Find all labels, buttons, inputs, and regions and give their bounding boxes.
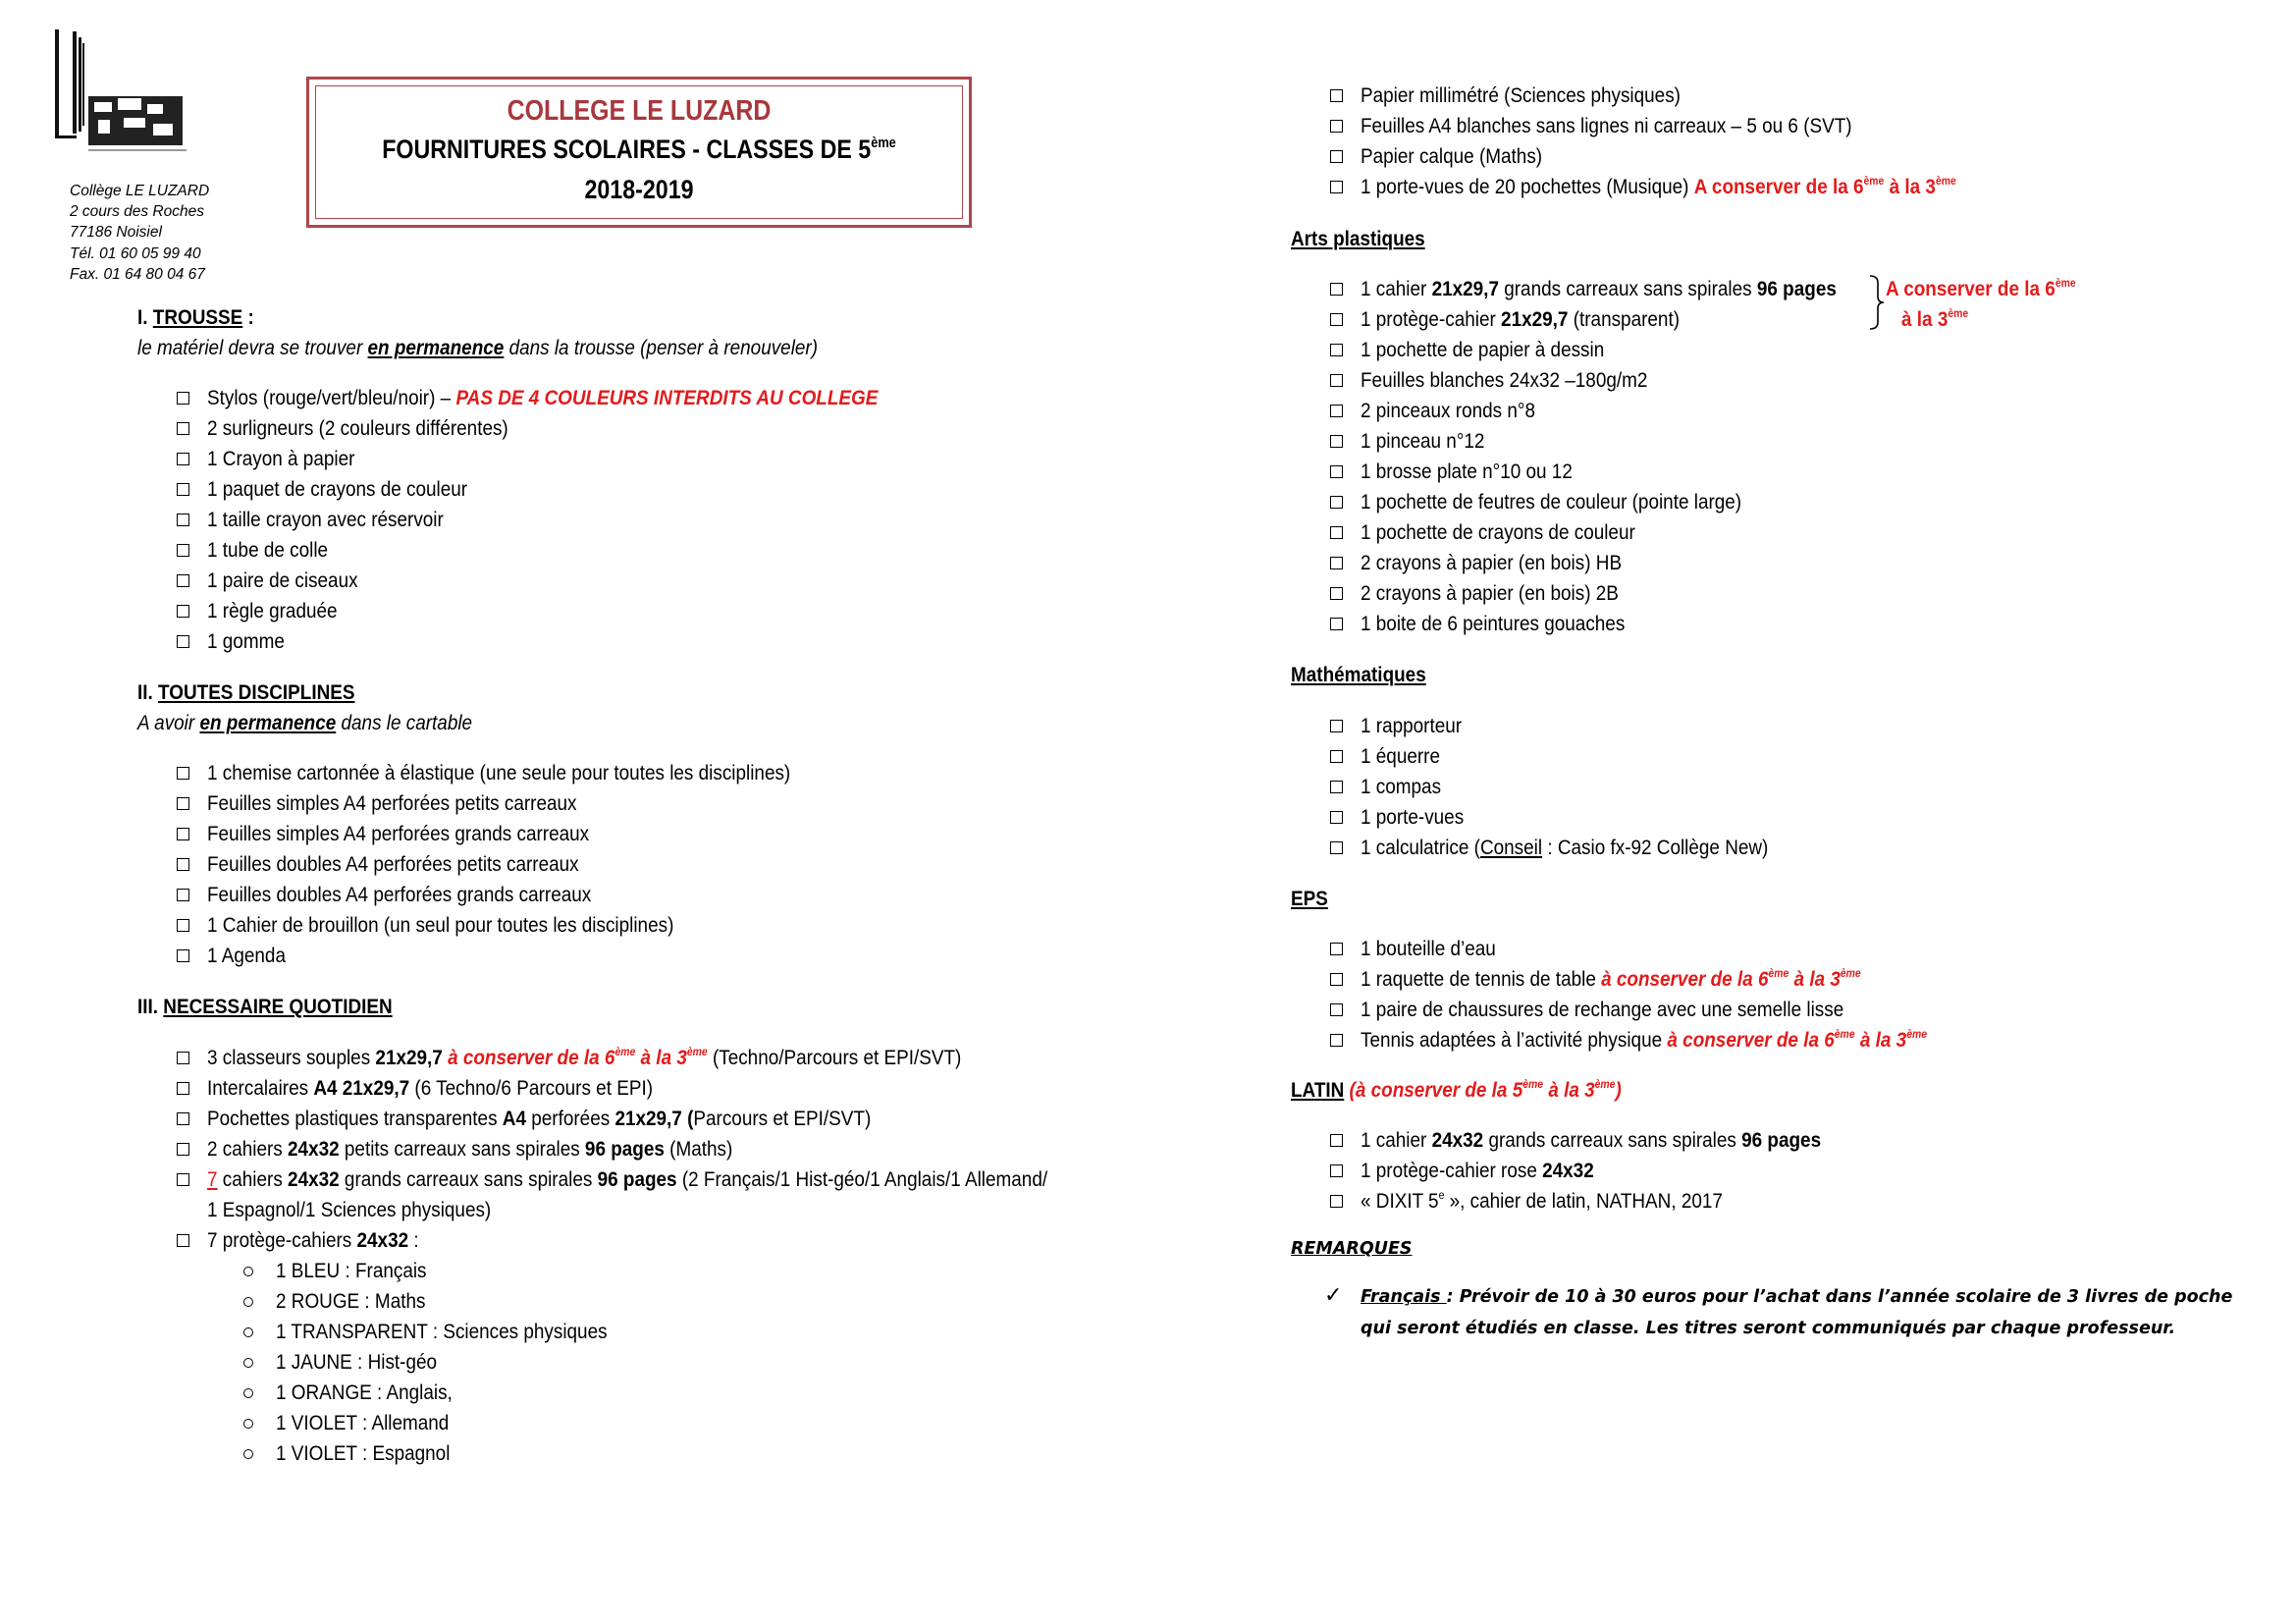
list-item: 1 paire de ciseaux xyxy=(207,568,358,592)
heading-title: Arts plastiques xyxy=(1291,227,1425,250)
list-item: 2 crayons à papier (en bois) HB xyxy=(1361,551,1623,574)
school-address xyxy=(70,181,209,285)
school-name: COLLEGE LE LUZARD xyxy=(507,95,772,127)
checkbox[interactable] xyxy=(1330,1003,1343,1016)
list-item: 1 taille crayon avec réservoir xyxy=(207,508,444,531)
item-pages: 96 pages xyxy=(584,1137,665,1161)
section-heading-arts xyxy=(1291,226,1425,251)
item-warning: PAS DE 4 COULEURS INTERDITS AU COLLEGE xyxy=(455,386,879,409)
note-sup: ème xyxy=(2055,276,2076,291)
checkbox[interactable] xyxy=(177,1173,189,1186)
item-text: : Casio fx-92 Collège New) xyxy=(1542,836,1769,859)
item-text: grands carreaux sans spirales xyxy=(1498,277,1757,300)
bullet-circle xyxy=(243,1358,253,1368)
item-format: 24x32 xyxy=(1431,1128,1484,1152)
list-item xyxy=(207,1106,871,1131)
item-text: (6 Techno/6 Parcours et EPI) xyxy=(409,1076,654,1100)
item-format: 21x29,7 ( xyxy=(614,1107,694,1130)
note-text: A conserver de la 6 xyxy=(1886,277,2056,300)
remark-subject: Français xyxy=(1361,1287,1447,1307)
item-format: 24x32 xyxy=(1542,1159,1594,1182)
address-line: 2 cours des Roches xyxy=(70,203,204,221)
checkbox[interactable] xyxy=(177,453,189,465)
list-item: 1 pochette de papier à dessin xyxy=(1361,338,1605,361)
list-item xyxy=(1361,1188,1723,1214)
checkbox[interactable] xyxy=(177,514,189,526)
list-item: 1 boite de 6 peintures gouaches xyxy=(1361,612,1626,635)
item-text: grands carreaux sans spirales xyxy=(1483,1128,1742,1152)
address-line: Fax. 01 64 80 04 67 xyxy=(70,265,205,283)
heading-title: TROUSSE xyxy=(152,305,243,329)
item-format: 21x29,7 xyxy=(375,1046,443,1069)
bullet-circle xyxy=(243,1297,253,1307)
checkbox[interactable] xyxy=(177,1052,189,1064)
college-logo xyxy=(55,29,192,162)
intro-emphasis: en permanence xyxy=(199,711,337,734)
list-item: 1 brosse plate n°10 ou 12 xyxy=(1361,460,1573,483)
item-pages: 96 pages xyxy=(1741,1128,1822,1152)
checkbox[interactable] xyxy=(177,919,189,932)
note-text: à conserver de la 6 xyxy=(1667,1028,1835,1052)
item-format: A4 xyxy=(502,1107,526,1130)
checkbox[interactable] xyxy=(177,1112,189,1125)
section-heading-eps xyxy=(1291,886,1328,911)
list-item xyxy=(1361,174,1956,199)
document-title xyxy=(355,135,923,165)
trousse-intro xyxy=(137,335,818,360)
list-item: Feuilles doubles A4 perforées grands carreaux xyxy=(207,883,592,906)
list-item xyxy=(1361,306,1680,332)
list-item: 1 Crayon à papier xyxy=(207,447,355,470)
item-format: 24x32 xyxy=(288,1137,340,1161)
bullet-circle xyxy=(243,1419,253,1429)
list-item: 1 pinceau n°12 xyxy=(1361,429,1485,453)
note-sup: ème xyxy=(1840,966,1861,981)
checkbox[interactable] xyxy=(177,392,189,405)
sub-list-item: 2 ROUGE : Maths xyxy=(276,1289,426,1313)
list-item xyxy=(1361,276,1837,301)
checkbox[interactable] xyxy=(1330,283,1343,296)
item-text: 3 classeurs souples xyxy=(207,1046,376,1069)
item-text: 1 protège-cahier xyxy=(1361,307,1502,331)
list-item: Feuilles simples A4 perforées grands carreaux xyxy=(207,822,590,845)
note-sup: ème xyxy=(614,1045,636,1059)
list-item: Feuilles blanches 24x32 –180g/m2 xyxy=(1361,368,1648,392)
item-text: Stylos (rouge/vert/bleu/noir) – xyxy=(207,386,456,409)
list-item: 1 pochette de crayons de couleur xyxy=(1361,520,1635,544)
checkbox[interactable] xyxy=(1330,1134,1343,1147)
note-text: A conserver de la 6 xyxy=(1693,175,1864,198)
item-text: petits carreaux sans spirales xyxy=(339,1137,585,1161)
checkbox[interactable] xyxy=(1330,750,1343,763)
heading-title: Mathématiques xyxy=(1291,663,1426,686)
heading-title: EPS xyxy=(1291,887,1328,910)
note-text: à la 3 xyxy=(1884,175,1936,198)
list-item xyxy=(207,385,878,410)
checkbox[interactable] xyxy=(177,858,189,871)
title-text: FOURNITURES SCOLAIRES - CLASSES DE 5 xyxy=(382,135,872,164)
checkmark-icon: ✓ xyxy=(1324,1282,1343,1307)
list-item: 1 paquet de crayons de couleur xyxy=(207,477,468,501)
section-heading-maths xyxy=(1291,662,1426,687)
item-text: Intercalaires xyxy=(207,1076,314,1100)
list-item xyxy=(1361,1158,1594,1183)
latin-note xyxy=(1344,1078,1621,1102)
note-text: à la 3 xyxy=(1789,967,1841,991)
list-item: Papier millimétré (Sciences physiques) xyxy=(1361,83,1681,107)
checkbox[interactable] xyxy=(1330,1164,1343,1177)
checkbox[interactable] xyxy=(177,483,189,496)
checkbox[interactable] xyxy=(177,767,189,780)
checkbox[interactable] xyxy=(1330,781,1343,793)
note-text: à la 3 xyxy=(1901,307,1949,331)
intro-text: dans le cartable xyxy=(336,711,473,734)
heading-number: I. xyxy=(137,305,153,329)
item-advice: Conseil xyxy=(1479,836,1543,859)
checkbox[interactable] xyxy=(1330,313,1343,326)
list-item: 1 Cahier de brouillon (un seul pour toutes les disciplines) xyxy=(207,913,674,937)
item-format: 24x32 xyxy=(356,1228,409,1252)
list-item: 2 pinceaux ronds n°8 xyxy=(1361,399,1535,422)
note-sup: ème xyxy=(1768,966,1789,981)
checkbox[interactable] xyxy=(177,797,189,810)
list-item: 2 crayons à papier (en bois) 2B xyxy=(1361,581,1619,605)
conserve-note xyxy=(1667,1028,1927,1052)
item-pages: 96 pages xyxy=(1756,277,1837,300)
item-format: 24x32 xyxy=(288,1167,340,1191)
item-text: cahiers xyxy=(217,1167,289,1191)
sub-list-item: 1 VIOLET : Allemand xyxy=(276,1411,450,1434)
item-text: 1 porte-vues de 20 pochettes (Musique) xyxy=(1361,175,1694,198)
item-text: « DIXIT 5 xyxy=(1361,1189,1439,1213)
brace-note-line2 xyxy=(1901,306,1968,332)
item-text: (2 Français/1 Hist-géo/1 Anglais/1 Allemand/ xyxy=(676,1167,1048,1191)
checkbox[interactable] xyxy=(1330,526,1343,539)
bullet-circle xyxy=(243,1388,253,1398)
remark-text: : Prévoir de 10 à 30 euros pour l’achat dans l’année scolaire de 3 livres de poche xyxy=(1446,1287,2233,1307)
conserve-note xyxy=(1694,175,1956,198)
note-sup: ème xyxy=(1834,1027,1855,1042)
item-text: Pochettes plastiques transparentes xyxy=(207,1107,503,1130)
brace-icon xyxy=(1868,275,1886,330)
checkbox[interactable] xyxy=(1330,150,1343,163)
list-item: 1 Agenda xyxy=(207,944,286,967)
note-sup: ème xyxy=(1863,174,1885,189)
list-item xyxy=(207,1075,653,1101)
address-line: Collège LE LUZARD xyxy=(70,183,210,199)
checkbox[interactable] xyxy=(1330,120,1343,133)
item-text: : xyxy=(408,1228,419,1252)
checkbox[interactable] xyxy=(177,574,189,587)
checkbox[interactable] xyxy=(177,605,189,618)
note-sup: ème xyxy=(1906,1027,1928,1042)
sub-list-item: 1 VIOLET : Espagnol xyxy=(276,1441,451,1465)
checkbox[interactable] xyxy=(1330,374,1343,387)
note-text: à la 3 xyxy=(1543,1078,1595,1102)
list-item: 1 rapporteur xyxy=(1361,714,1463,737)
list-item: 1 chemise cartonnée à élastique (une seule pour toutes les disciplines) xyxy=(207,761,791,784)
conserve-note xyxy=(443,1046,708,1069)
bullet-circle xyxy=(243,1267,253,1276)
checkbox[interactable] xyxy=(177,1234,189,1247)
item-text: perforées xyxy=(525,1107,615,1130)
item-text: Parcours et EPI/SVT) xyxy=(693,1107,872,1130)
list-item: Feuilles doubles A4 perforées petits carreaux xyxy=(207,852,579,876)
sub-list-item: 1 ORANGE : Anglais, xyxy=(276,1380,453,1404)
checkbox[interactable] xyxy=(1330,405,1343,417)
item-text: 1 protège-cahier rose xyxy=(1361,1159,1543,1182)
checkbox[interactable] xyxy=(177,1143,189,1156)
item-format: 21x29,7 xyxy=(1501,307,1569,331)
checkbox[interactable] xyxy=(1330,89,1343,102)
heading-number: II. xyxy=(137,680,159,704)
intro-text: dans la trousse (penser à renouveler) xyxy=(504,336,819,359)
item-text: 1 raquette de tennis de table xyxy=(1361,967,1602,991)
checkbox[interactable] xyxy=(1330,618,1343,630)
intro-text: le matériel devra se trouver xyxy=(137,336,368,359)
note-text: à conserver de la 6 xyxy=(442,1046,615,1069)
checkbox[interactable] xyxy=(1330,973,1343,986)
note-sup: ème xyxy=(1935,174,1956,189)
checkbox[interactable] xyxy=(1330,720,1343,732)
conserve-note xyxy=(1601,967,1861,991)
remarks-heading: REMARQUES xyxy=(1291,1239,1413,1259)
list-item: 1 bouteille d’eau xyxy=(1361,937,1496,960)
section-heading-trousse xyxy=(137,304,254,330)
checkbox[interactable] xyxy=(1330,344,1343,356)
list-item: 1 porte-vues xyxy=(1361,805,1465,829)
item-format: 21x29,7 xyxy=(1431,277,1499,300)
item-pages: 96 pages xyxy=(597,1167,677,1191)
note-text: à la 3 xyxy=(1854,1028,1907,1052)
list-item xyxy=(207,1136,732,1162)
intro-emphasis: en permanence xyxy=(367,336,505,359)
remark-line: qui seront étudiés en classe. Les titres seront communiqués par chaque professeur. xyxy=(1361,1319,2176,1338)
item-sup: e xyxy=(1438,1188,1445,1203)
note-text: (à conserver de la 5 xyxy=(1344,1078,1523,1102)
list-item xyxy=(1361,835,1768,860)
heading-title: TOUTES DISCIPLINES xyxy=(158,680,355,704)
checkbox[interactable] xyxy=(177,544,189,557)
bullet-circle xyxy=(243,1449,253,1459)
list-item xyxy=(1361,1127,1821,1153)
item-text: 1 cahier xyxy=(1361,277,1432,300)
list-item: 1 tube de colle xyxy=(207,538,329,562)
list-item xyxy=(207,1227,419,1253)
note-text: à conserver de la 6 xyxy=(1601,967,1769,991)
address-line: 77186 Noisiel xyxy=(70,224,162,242)
list-item: 2 surligneurs (2 couleurs différentes) xyxy=(207,416,508,440)
title-sup: ème xyxy=(871,135,896,151)
checkbox[interactable] xyxy=(1330,841,1343,854)
list-item xyxy=(1361,966,1861,992)
item-format: A4 21x29,7 xyxy=(313,1076,410,1100)
brace-note-line1 xyxy=(1886,276,2076,301)
heading-title: NECESSAIRE QUOTIDIEN xyxy=(163,995,393,1018)
title-box xyxy=(306,77,972,228)
list-item xyxy=(207,1166,1047,1192)
item-text: 1 cahier xyxy=(1361,1128,1432,1152)
list-item: 1 paire de chaussures de rechange avec une semelle lisse xyxy=(1361,998,1844,1021)
school-year: 2018-2019 xyxy=(584,175,694,204)
checkbox[interactable] xyxy=(1330,496,1343,509)
item-text: grands carreaux sans spirales xyxy=(339,1167,598,1191)
item-text: (Maths) xyxy=(664,1137,733,1161)
list-item: 1 règle graduée xyxy=(207,599,338,622)
checkbox[interactable] xyxy=(1330,465,1343,478)
sub-list-item: 1 TRANSPARENT : Sciences physiques xyxy=(276,1320,608,1343)
checkbox[interactable] xyxy=(1330,811,1343,824)
note-sup: ème xyxy=(1522,1077,1544,1092)
item-text: 7 protège-cahiers xyxy=(207,1228,357,1252)
item-text: (transparent) xyxy=(1568,307,1681,331)
remark-line xyxy=(1361,1287,2232,1307)
checkbox[interactable] xyxy=(177,889,189,901)
note-sup: ème xyxy=(1594,1077,1616,1092)
list-item: Feuilles A4 blanches sans lignes ni carreaux – 5 ou 6 (SVT) xyxy=(1361,114,1852,137)
item-text: (Techno/Parcours et EPI/SVT) xyxy=(707,1046,962,1069)
intro-text: A avoir xyxy=(137,711,200,734)
checkbox[interactable] xyxy=(1330,1034,1343,1047)
checkbox[interactable] xyxy=(177,828,189,840)
list-item: 1 équerre xyxy=(1361,744,1441,768)
checkbox[interactable] xyxy=(1330,1195,1343,1208)
heading-colon: : xyxy=(242,305,254,329)
sub-list-item: 1 JAUNE : Hist-géo xyxy=(276,1350,438,1374)
disciplines-intro xyxy=(137,710,472,735)
checkbox[interactable] xyxy=(177,949,189,962)
list-item: 1 pochette de feutres de couleur (pointe large) xyxy=(1361,490,1742,514)
item-text: 2 cahiers xyxy=(207,1137,289,1161)
note-text: ) xyxy=(1615,1078,1622,1102)
checkbox[interactable] xyxy=(1330,557,1343,569)
section-heading-disciplines xyxy=(137,679,354,705)
heading-number: III. xyxy=(137,995,164,1018)
note-sup: ème xyxy=(1948,306,1969,321)
item-text: Tennis adaptées à l’activité physique xyxy=(1361,1028,1668,1052)
checkbox[interactable] xyxy=(177,422,189,435)
checkbox[interactable] xyxy=(1330,587,1343,600)
heading-title: LATIN xyxy=(1291,1078,1345,1102)
note-sup: ème xyxy=(686,1045,708,1059)
item-text: », cahier de latin, NATHAN, 2017 xyxy=(1444,1189,1723,1213)
checkbox[interactable] xyxy=(177,1082,189,1095)
address-line: Tél. 01 60 05 99 40 xyxy=(70,244,201,262)
section-heading-quotidien xyxy=(137,994,393,1019)
checkbox[interactable] xyxy=(177,635,189,648)
list-item: Papier calque (Maths) xyxy=(1361,144,1543,168)
sub-list-item: 1 BLEU : Français xyxy=(276,1259,427,1282)
bullet-circle xyxy=(243,1327,253,1337)
item-count: 7 xyxy=(207,1167,218,1191)
checkbox[interactable] xyxy=(1330,943,1343,955)
list-item: 1 gomme xyxy=(207,629,285,653)
list-item xyxy=(207,1045,961,1070)
section-heading-latin xyxy=(1291,1077,1622,1103)
list-item: Feuilles simples A4 perforées petits carreaux xyxy=(207,791,577,815)
list-item: 1 compas xyxy=(1361,775,1442,798)
list-item xyxy=(1361,1027,1927,1053)
list-item-continuation: 1 Espagnol/1 Sciences physiques) xyxy=(207,1198,492,1221)
checkbox[interactable] xyxy=(1330,181,1343,193)
item-text: 1 calculatrice ( xyxy=(1361,836,1480,859)
note-text: à la 3 xyxy=(635,1046,687,1069)
checkbox[interactable] xyxy=(1330,435,1343,448)
